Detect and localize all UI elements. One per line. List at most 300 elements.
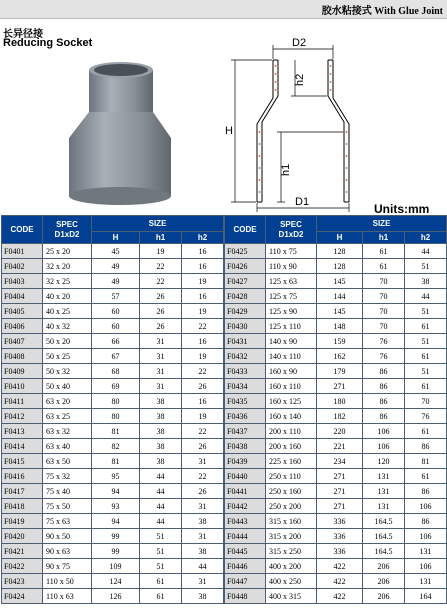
units-label: Units:mm (374, 202, 430, 216)
table-row (225, 409, 447, 424)
cell-h2: 22 (182, 469, 224, 484)
table-row (2, 499, 224, 514)
cell-H: 145 (317, 304, 363, 319)
cell-h1: 44 (140, 499, 182, 514)
cell-code: F0420 (2, 529, 43, 544)
cell-H: 80 (92, 409, 140, 424)
cell-h2: 38 (182, 514, 224, 529)
cell-spec: 32 x 20 (43, 259, 92, 274)
product-name-cn: 长异径接 (3, 29, 43, 40)
cell-H: 60 (92, 304, 140, 319)
cell-spec: 400 x 315 (266, 589, 317, 604)
cell-h1: 38 (140, 439, 182, 454)
header-H: H (317, 232, 363, 244)
cell-h1: 206 (363, 559, 405, 574)
cell-H: 124 (92, 574, 140, 589)
cell-h2: 31 (182, 499, 224, 514)
cell-spec: 315 x 250 (266, 544, 317, 559)
table-row (2, 424, 224, 439)
cell-h2: 61 (405, 319, 447, 334)
table-row (225, 514, 447, 529)
table-row (225, 379, 447, 394)
cell-h1: 61 (140, 589, 182, 604)
cell-spec: 75 x 32 (43, 469, 92, 484)
cell-h2: 16 (182, 289, 224, 304)
cell-spec: 140 x 110 (266, 349, 317, 364)
cell-H: 422 (317, 559, 363, 574)
cell-h1: 38 (140, 394, 182, 409)
table-row (225, 349, 447, 364)
cell-code: F0438 (225, 439, 266, 454)
label-d2: D2 (292, 37, 307, 49)
cell-spec: 400 x 250 (266, 574, 317, 589)
cell-H: 182 (317, 409, 363, 424)
cell-code: F0431 (225, 334, 266, 349)
header-code: CODE (2, 216, 43, 244)
cell-h2: 26 (182, 439, 224, 454)
cell-H: 271 (317, 379, 363, 394)
cell-h1: 61 (140, 574, 182, 589)
table-row (2, 574, 224, 589)
cell-h1: 86 (363, 394, 405, 409)
cell-H: 336 (317, 529, 363, 544)
cell-spec: 32 x 25 (43, 274, 92, 289)
table-row (2, 559, 224, 574)
cross-section-drawing (215, 32, 375, 212)
cell-H: 221 (317, 439, 363, 454)
cell-h2: 86 (405, 484, 447, 499)
cell-spec: 160 x 110 (266, 379, 317, 394)
cell-spec: 400 x 200 (266, 559, 317, 574)
cell-spec: 200 x 160 (266, 439, 317, 454)
cell-h1: 44 (140, 469, 182, 484)
table-row (225, 259, 447, 274)
cell-H: 159 (317, 334, 363, 349)
table-row (2, 319, 224, 334)
cell-h2: 51 (405, 304, 447, 319)
cell-h2: 16 (182, 244, 224, 259)
cell-h1: 86 (363, 379, 405, 394)
cell-spec: 63 x 50 (43, 454, 92, 469)
cell-code: F0443 (225, 514, 266, 529)
cell-H: 422 (317, 589, 363, 604)
cell-h1: 44 (140, 484, 182, 499)
cell-spec: 250 x 160 (266, 484, 317, 499)
product-name-en: Reducing Socket (3, 37, 93, 49)
cell-h1: 26 (140, 289, 182, 304)
cell-h1: 61 (363, 244, 405, 259)
cell-spec: 50 x 32 (43, 364, 92, 379)
cell-code: F0437 (225, 424, 266, 439)
cell-code: F0409 (2, 364, 43, 379)
cell-spec: 315 x 160 (266, 514, 317, 529)
cell-h2: 26 (182, 379, 224, 394)
cell-h1: 70 (363, 304, 405, 319)
cell-H: 148 (317, 319, 363, 334)
cell-h2: 38 (405, 274, 447, 289)
cell-h2: 26 (182, 484, 224, 499)
cell-spec: 75 x 63 (43, 514, 92, 529)
cell-code: F0403 (2, 274, 43, 289)
cell-code: F0439 (225, 454, 266, 469)
cell-h1: 31 (140, 349, 182, 364)
cell-h2: 61 (405, 379, 447, 394)
cell-spec: 50 x 25 (43, 349, 92, 364)
cell-H: 68 (92, 364, 140, 379)
table-row (2, 409, 224, 424)
cell-H: 93 (92, 499, 140, 514)
cell-h1: 76 (363, 349, 405, 364)
cell-code: F0413 (2, 424, 43, 439)
cell-h1: 51 (140, 529, 182, 544)
table-row (2, 259, 224, 274)
table-row (2, 589, 224, 604)
header-H: H (92, 232, 140, 244)
cell-spec: 125 x 75 (266, 289, 317, 304)
cell-h1: 86 (363, 364, 405, 379)
cell-h1: 70 (363, 274, 405, 289)
cell-code: F0424 (2, 589, 43, 604)
cell-code: F0427 (225, 274, 266, 289)
cell-h2: 31 (182, 454, 224, 469)
table-row (2, 439, 224, 454)
cell-spec: 40 x 20 (43, 289, 92, 304)
table-row (2, 274, 224, 289)
cell-spec: 315 x 200 (266, 529, 317, 544)
table-row (225, 454, 447, 469)
table-row (225, 319, 447, 334)
cell-H: 57 (92, 289, 140, 304)
table-row (2, 289, 224, 304)
cell-spec: 250 x 110 (266, 469, 317, 484)
cell-h1: 22 (140, 259, 182, 274)
table-row (225, 529, 447, 544)
table-row (225, 589, 447, 604)
cell-code: F0426 (225, 259, 266, 274)
cell-code: F0407 (2, 334, 43, 349)
cell-H: 94 (92, 514, 140, 529)
cell-code: F0414 (2, 439, 43, 454)
cell-h2: 61 (405, 349, 447, 364)
cell-H: 49 (92, 274, 140, 289)
header-spec: SPEC D1xD2 (266, 216, 317, 244)
cell-H: 67 (92, 349, 140, 364)
cell-h2: 106 (405, 559, 447, 574)
cell-h1: 31 (140, 379, 182, 394)
cell-spec: 75 x 40 (43, 484, 92, 499)
cell-code: F0436 (225, 409, 266, 424)
cell-h2: 19 (182, 274, 224, 289)
cell-spec: 63 x 25 (43, 409, 92, 424)
cell-code: F0432 (225, 349, 266, 364)
header-h1: h1 (140, 232, 182, 244)
table-row (225, 574, 447, 589)
cell-spec: 110 x 63 (43, 589, 92, 604)
table-row (225, 304, 447, 319)
cell-h2: 51 (405, 259, 447, 274)
table-row (2, 454, 224, 469)
cell-H: 220 (317, 424, 363, 439)
cell-h2: 22 (182, 319, 224, 334)
cell-H: 422 (317, 574, 363, 589)
cell-code: F0430 (225, 319, 266, 334)
cell-H: 145 (317, 274, 363, 289)
cell-h1: 51 (140, 559, 182, 574)
cell-spec: 125 x 90 (266, 304, 317, 319)
cell-h2: 61 (405, 469, 447, 484)
cell-h2: 164 (405, 589, 447, 604)
spec-table-right (224, 215, 447, 604)
cell-h1: 106 (363, 424, 405, 439)
cell-H: 81 (92, 454, 140, 469)
cell-h1: 131 (363, 499, 405, 514)
cell-h1: 38 (140, 409, 182, 424)
cell-code: F0417 (2, 484, 43, 499)
table-row (225, 484, 447, 499)
cell-spec: 125 x 63 (266, 274, 317, 289)
cell-code: F0408 (2, 349, 43, 364)
table-row (225, 559, 447, 574)
cell-code: F0423 (2, 574, 43, 589)
cell-h1: 164.5 (363, 544, 405, 559)
cell-spec: 225 x 160 (266, 454, 317, 469)
cell-h2: 31 (182, 529, 224, 544)
cell-code: F0446 (225, 559, 266, 574)
cell-H: 109 (92, 559, 140, 574)
cell-code: F0448 (225, 589, 266, 604)
cell-H: 66 (92, 334, 140, 349)
cell-code: F0435 (225, 394, 266, 409)
cell-h1: 76 (363, 334, 405, 349)
cell-H: 179 (317, 364, 363, 379)
header-code: CODE (225, 216, 266, 244)
header-h1: h1 (363, 232, 405, 244)
cell-h1: 38 (140, 454, 182, 469)
cell-code: F0433 (225, 364, 266, 379)
header-h2: h2 (182, 232, 224, 244)
table-row (225, 289, 447, 304)
cell-H: 234 (317, 454, 363, 469)
cell-h1: 22 (140, 274, 182, 289)
cell-spec: 200 x 110 (266, 424, 317, 439)
table-row (2, 349, 224, 364)
table-row (2, 364, 224, 379)
cell-h2: 70 (405, 394, 447, 409)
header-h2: h2 (405, 232, 447, 244)
cell-h1: 206 (363, 574, 405, 589)
cell-H: 128 (317, 244, 363, 259)
cell-code: F0411 (2, 394, 43, 409)
cell-spec: 63 x 40 (43, 439, 92, 454)
cell-h2: 16 (182, 334, 224, 349)
cell-code: F0429 (225, 304, 266, 319)
table-row (2, 514, 224, 529)
cell-code: F0404 (2, 289, 43, 304)
cell-code: F0406 (2, 319, 43, 334)
cell-H: 336 (317, 514, 363, 529)
cell-spec: 63 x 32 (43, 424, 92, 439)
cell-h2: 19 (182, 304, 224, 319)
cell-H: 99 (92, 544, 140, 559)
cell-H: 162 (317, 349, 363, 364)
cell-h1: 120 (363, 454, 405, 469)
table-row (225, 334, 447, 349)
cell-h2: 19 (182, 349, 224, 364)
cell-spec: 50 x 40 (43, 379, 92, 394)
cell-code: F0416 (2, 469, 43, 484)
label-h2: h2 (294, 73, 306, 86)
cell-code: F0418 (2, 499, 43, 514)
page-title: 胶水粘接式 With Glue Joint (321, 6, 443, 17)
cell-h1: 31 (140, 364, 182, 379)
cell-h1: 131 (363, 484, 405, 499)
cell-code: F0428 (225, 289, 266, 304)
cell-spec: 110 x 75 (266, 244, 317, 259)
cell-spec: 90 x 75 (43, 559, 92, 574)
header-size: SIZE (92, 216, 224, 232)
cell-h2: 131 (405, 574, 447, 589)
table-row (2, 484, 224, 499)
cell-h2: 44 (405, 289, 447, 304)
cell-H: 271 (317, 484, 363, 499)
label-h1: h1 (280, 163, 292, 176)
cell-code: F0419 (2, 514, 43, 529)
cell-h1: 61 (363, 259, 405, 274)
cell-h2: 44 (405, 244, 447, 259)
cell-code: F0441 (225, 484, 266, 499)
cell-H: 95 (92, 469, 140, 484)
cell-h2: 51 (405, 334, 447, 349)
cell-H: 271 (317, 469, 363, 484)
cell-code: F0401 (2, 244, 43, 259)
table-row (225, 394, 447, 409)
cell-h2: 16 (182, 394, 224, 409)
table-row (225, 469, 447, 484)
cell-H: 336 (317, 544, 363, 559)
page-header-bar (0, 0, 447, 19)
cell-H: 80 (92, 394, 140, 409)
cell-h2: 86 (405, 514, 447, 529)
cell-H: 69 (92, 379, 140, 394)
cell-code: F0440 (225, 469, 266, 484)
cell-H: 180 (317, 394, 363, 409)
cell-h1: 51 (140, 544, 182, 559)
table-row (2, 544, 224, 559)
cell-h2: 81 (405, 454, 447, 469)
cell-h1: 26 (140, 319, 182, 334)
cell-h2: 44 (182, 559, 224, 574)
cell-h2: 38 (182, 589, 224, 604)
cell-h1: 70 (363, 319, 405, 334)
table-row (225, 499, 447, 514)
cell-spec: 160 x 90 (266, 364, 317, 379)
cell-spec: 125 x 110 (266, 319, 317, 334)
table-row (2, 334, 224, 349)
cell-code: F0402 (2, 259, 43, 274)
table-row (2, 529, 224, 544)
cell-h2: 51 (405, 364, 447, 379)
cell-h1: 164.5 (363, 529, 405, 544)
cell-H: 99 (92, 529, 140, 544)
cell-h1: 131 (363, 469, 405, 484)
cell-h2: 38 (182, 544, 224, 559)
cell-code: F0422 (2, 559, 43, 574)
cell-h2: 31 (182, 574, 224, 589)
cell-h2: 19 (182, 409, 224, 424)
cell-h1: 19 (140, 244, 182, 259)
cell-code: F0445 (225, 544, 266, 559)
cell-h2: 22 (182, 424, 224, 439)
table-row (225, 244, 447, 259)
cell-spec: 50 x 20 (43, 334, 92, 349)
cell-spec: 250 x 200 (266, 499, 317, 514)
product-photo (60, 60, 180, 210)
cell-code: F0410 (2, 379, 43, 394)
cell-h1: 31 (140, 334, 182, 349)
cell-H: 126 (92, 589, 140, 604)
cell-h1: 206 (363, 589, 405, 604)
cell-h2: 76 (405, 409, 447, 424)
cell-h2: 16 (182, 259, 224, 274)
cell-h2: 106 (405, 499, 447, 514)
table-row (225, 439, 447, 454)
cell-spec: 160 x 125 (266, 394, 317, 409)
cell-h2: 106 (405, 529, 447, 544)
label-d1: D1 (295, 196, 310, 208)
cell-h1: 70 (363, 289, 405, 304)
cell-spec: 90 x 63 (43, 544, 92, 559)
table-row (225, 424, 447, 439)
cell-spec: 90 x 50 (43, 529, 92, 544)
header-spec: SPEC D1xD2 (43, 216, 92, 244)
cell-spec: 40 x 25 (43, 304, 92, 319)
cell-code: F0412 (2, 409, 43, 424)
cell-h2: 131 (405, 544, 447, 559)
cell-H: 49 (92, 259, 140, 274)
cell-H: 45 (92, 244, 140, 259)
cell-spec: 110 x 90 (266, 259, 317, 274)
cell-spec: 110 x 50 (43, 574, 92, 589)
cell-spec: 75 x 50 (43, 499, 92, 514)
cell-h1: 38 (140, 424, 182, 439)
table-row (2, 244, 224, 259)
cell-code: F0421 (2, 544, 43, 559)
table-row (2, 394, 224, 409)
cell-code: F0434 (225, 379, 266, 394)
header-size: SIZE (317, 216, 447, 232)
cell-h1: 26 (140, 304, 182, 319)
cell-h1: 106 (363, 439, 405, 454)
cell-h2: 61 (405, 424, 447, 439)
table-row (225, 274, 447, 289)
cell-h2: 22 (182, 364, 224, 379)
label-h: H (225, 125, 233, 137)
cell-code: F0425 (225, 244, 266, 259)
table-row (2, 379, 224, 394)
table-row (225, 364, 447, 379)
cell-H: 128 (317, 259, 363, 274)
cell-code: F0444 (225, 529, 266, 544)
cell-H: 271 (317, 499, 363, 514)
table-row (225, 544, 447, 559)
cell-H: 81 (92, 424, 140, 439)
table-row (2, 304, 224, 319)
cell-code: F0442 (225, 499, 266, 514)
cell-code: F0415 (2, 454, 43, 469)
table-row (2, 469, 224, 484)
cell-spec: 25 x 20 (43, 244, 92, 259)
cell-H: 60 (92, 319, 140, 334)
